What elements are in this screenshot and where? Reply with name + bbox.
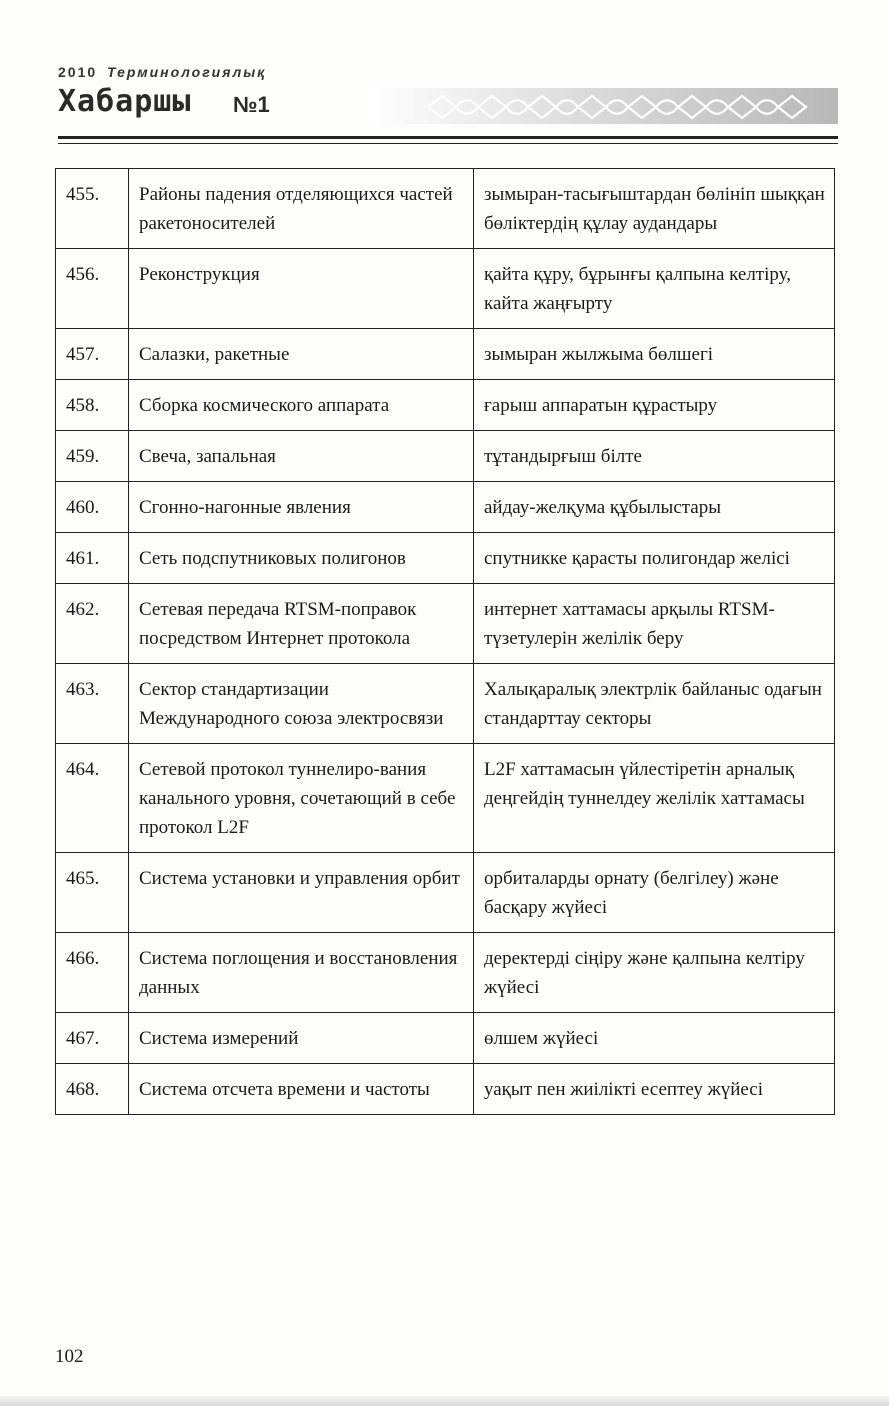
term-kazakh: уақыт пен жиілікті есептеу жүйесі [474, 1064, 835, 1115]
table-row [56, 584, 835, 664]
table-row [56, 853, 835, 933]
term-number: 462. [56, 584, 129, 664]
page-header [58, 64, 838, 128]
term-russian: Сектор стандартизации Международного союза электросвязи [129, 664, 474, 744]
term-number: 463. [56, 664, 129, 744]
table-row [56, 329, 835, 380]
term-number: 467. [56, 1013, 129, 1064]
term-russian: Сгонно-нагонные явления [129, 482, 474, 533]
table-row [56, 380, 835, 431]
term-russian: Система отсчета времени и частоты [129, 1064, 474, 1115]
term-number: 464. [56, 744, 129, 853]
term-number: 457. [56, 329, 129, 380]
term-russian: Система поглощения и восстановления данных [129, 933, 474, 1013]
term-russian: Сеть подспутниковых полигонов [129, 533, 474, 584]
term-kazakh: спутникке қарасты полигондар желісі [474, 533, 835, 584]
term-russian: Свеча, запальная [129, 431, 474, 482]
terms-table [55, 168, 835, 1115]
table-row [56, 249, 835, 329]
table-row [56, 664, 835, 744]
term-kazakh: қайта құру, бұрынғы қалпына келтіру, кайта жаңғырту [474, 249, 835, 329]
term-number: 466. [56, 933, 129, 1013]
table-row [56, 933, 835, 1013]
term-russian: Система измерений [129, 1013, 474, 1064]
term-kazakh: L2F хаттамасын үйлестіретін арналық деңгейдің туннелдеу желілік хаттамасы [474, 744, 835, 853]
ornament-icon [428, 90, 828, 124]
term-number: 468. [56, 1064, 129, 1115]
table-row [56, 169, 835, 249]
term-number: 459. [56, 431, 129, 482]
term-kazakh: Халықаралық электрлік байланыс одағын стандарттау секторы [474, 664, 835, 744]
term-kazakh: орбиталарды орнату (белгілеу) және басқару жүйесі [474, 853, 835, 933]
header-rule-thin [58, 143, 838, 144]
header-year-line [58, 64, 838, 80]
term-russian: Районы падения отделяющихся частей ракетоносителей [129, 169, 474, 249]
term-russian: Сетевая передача RTSM-поправок посредством Интернет протокола [129, 584, 474, 664]
term-kazakh: зымыран жылжыма бөлшегі [474, 329, 835, 380]
term-kazakh: зымыран-тасығыштардан бөлініп шыққан бөліктердің құлау аудандары [474, 169, 835, 249]
term-number: 458. [56, 380, 129, 431]
term-number: 461. [56, 533, 129, 584]
table-row [56, 533, 835, 584]
header-year: 2010 [58, 64, 98, 80]
table-row [56, 1064, 835, 1115]
table-row [56, 482, 835, 533]
header-band [58, 82, 838, 128]
table-row [56, 1013, 835, 1064]
table-row [56, 431, 835, 482]
term-kazakh: өлшем жүйесі [474, 1013, 835, 1064]
page-bottom-edge [0, 1396, 889, 1406]
table-row [56, 744, 835, 853]
term-kazakh: тұтандырғыш білте [474, 431, 835, 482]
term-russian: Система установки и управления орбит [129, 853, 474, 933]
term-kazakh: ғарыш аппаратын құрастыру [474, 380, 835, 431]
term-number: 455. [56, 169, 129, 249]
term-kazakh: интернет хаттамасы арқылы RTSM-түзетулерін желілік беру [474, 584, 835, 664]
header-rule-thick [58, 136, 838, 139]
term-kazakh: айдау-желқума құбылыстары [474, 482, 835, 533]
page-number: 102 [55, 1346, 84, 1367]
header-issue: №1 [233, 92, 270, 117]
header-title: Хабаршы [58, 84, 192, 119]
term-russian: Сборка космического аппарата [129, 380, 474, 431]
term-russian: Сетевой протокол туннелиро-вания канального уровня, сочетающий в себе протокол L2F [129, 744, 474, 853]
term-russian: Салазки, ракетные [129, 329, 474, 380]
term-kazakh: деректерді сіңіру және қалпына келтіру жүйесі [474, 933, 835, 1013]
term-number: 456. [56, 249, 129, 329]
term-russian: Реконструкция [129, 249, 474, 329]
header-series: Терминологиялық [107, 64, 267, 80]
term-number: 460. [56, 482, 129, 533]
term-number: 465. [56, 853, 129, 933]
